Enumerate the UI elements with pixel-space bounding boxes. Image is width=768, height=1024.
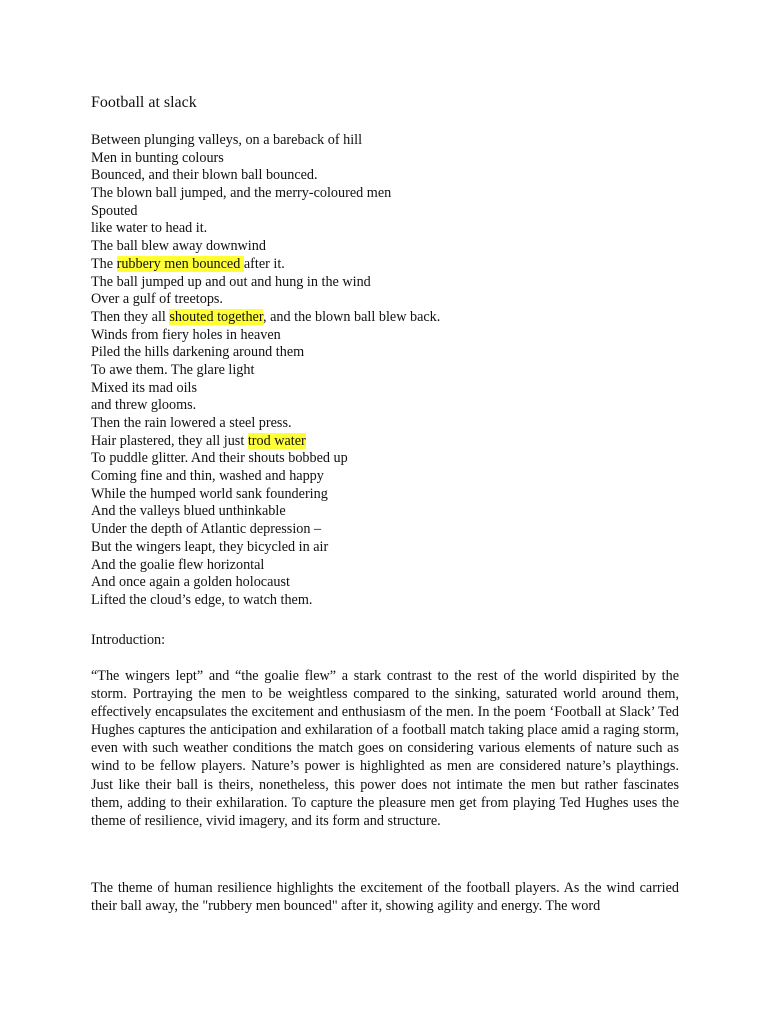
poem-line [91,486,440,504]
poem-text: Bounced, and their blown ball bounced. [91,167,318,184]
poem-line [91,362,440,380]
poem-text: Mixed its mad oils [91,379,198,396]
poem-line [91,274,440,292]
poem-text: To awe them. The glare light [91,361,255,378]
poem-text: Over a gulf of treetops. [91,291,223,308]
poem-text: While the humped world sank foundering [91,485,328,502]
essay-paragraph-resilience: The theme of human resilience highlights the excitement of the football players. As the wind carried their ball away, the "rubbery men bounced" after it, showing agility and energy. The word [91,880,679,915]
poem-text: Men in bunting colours [91,149,224,166]
highlighted-text: shouted together [169,308,264,325]
poem-text: Lifted the cloud’s edge, to watch them. [91,591,313,608]
poem-line [91,167,440,185]
poem-line [91,521,440,539]
highlighted-text: trod water [247,432,306,449]
poem-text: Piled the hills darkening around them [91,344,305,361]
poem-text: To puddle glitter. And their shouts bobbed up [91,450,348,467]
poem-line [91,150,440,168]
poem-text: after it. [243,255,285,272]
poem-line [91,132,440,150]
poem-line [91,185,440,203]
poem-text: The blown ball jumped, and the merry-coloured men [91,185,392,202]
poem-text: Then the rain lowered a steel press. [91,415,292,431]
poem-text: The [91,255,117,272]
poem-text: Then they all [91,308,170,325]
poem-text: like water to head it. [91,220,208,237]
poem-text: And the goalie flew horizontal [91,556,265,573]
poem-line [91,592,440,610]
poem-text: The ball blew away downwind [91,238,266,255]
poem-title: Football at slack [91,94,197,111]
poem-line [91,468,440,486]
poem-text: And once again a golden holocaust [91,574,290,591]
poem-text: Spouted [91,202,138,219]
poem-text: and threw glooms. [91,397,197,414]
poem-line [91,397,440,415]
poem-line [91,203,440,221]
poem-line [91,220,440,238]
poem-line [91,503,440,521]
poem-line [91,539,440,557]
poem-text: Coming fine and thin, washed and happy [91,468,324,485]
essay-paragraph-introduction: “The wingers lept” and “the goalie flew” a stark contrast to the rest of the world dispirited by the storm. Portraying the men to be weightless compared to the sinking, saturated world around them, effectively encapsulates the excitement and enthusiasm of the men. In the poem ‘Football at Slack’ Ted Hughes captures the anticipation and exhilaration of a football match taking place amid a raging storm, even with such weather conditions the match goes on considering various elements of nature such as wind to be fellow players. Nature’s power is highlighted as men are considered nature’s playthings. Just like their ball is theirs, nonetheless, this power does not intimate the men but rather fascinates them, adding to their exhilaration. To capture the pleasure men get from playing Ted Hughes uses the theme of resilience, vivid imagery, and its form and structure. [91,668,679,829]
poem-text: Winds from fiery holes in heaven [91,326,281,343]
poem-line [91,433,440,451]
poem-line [91,238,440,256]
poem-text: Between plunging valleys, on a bareback of hill [91,132,363,148]
poem-text: Hair plastered, they all just [91,432,248,449]
poem-line [91,557,440,575]
poem-line [91,450,440,468]
introduction-heading: Introduction: [91,632,166,648]
poem-line [91,574,440,592]
poem-line [91,380,440,398]
poem-text: Under the depth of Atlantic depression – [91,521,322,538]
highlighted-text: rubbery men bounced [116,255,244,272]
poem-line [91,344,440,362]
poem-line [91,415,440,433]
poem-line [91,291,440,309]
poem-text: But the wingers leapt, they bicycled in air [91,538,329,555]
poem-text: And the valleys blued unthinkable [91,503,286,520]
poem-line [91,309,440,327]
poem-body [91,132,440,610]
poem-line [91,327,440,345]
poem-line [91,256,440,274]
poem-text: The ball jumped up and out and hung in the wind [91,273,371,290]
poem-text: , and the blown ball blew back. [263,308,441,325]
